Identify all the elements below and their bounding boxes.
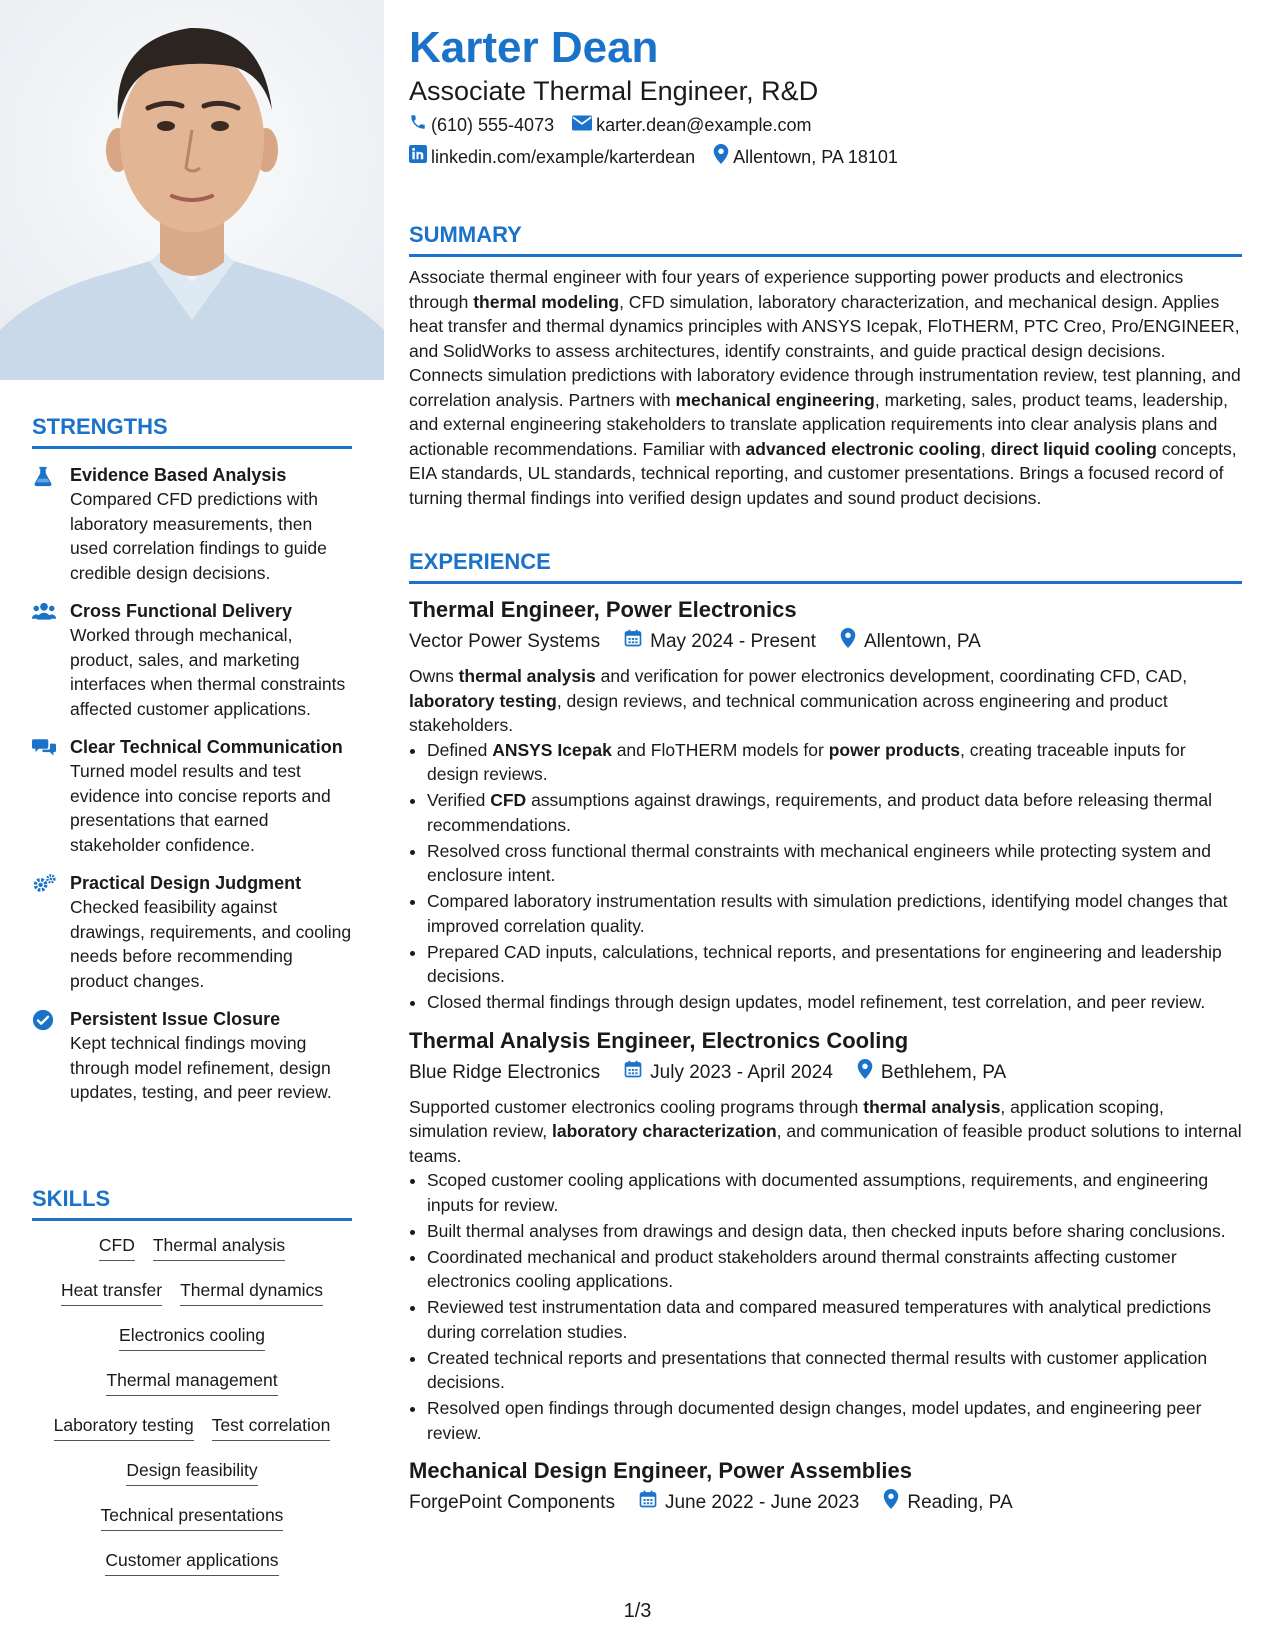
strength-title: Cross Functional Delivery <box>70 601 293 621</box>
map-pin-icon <box>713 144 729 170</box>
skill-tag: Electronics cooling <box>119 1323 265 1351</box>
job-dates: July 2023 - April 2024 <box>650 1061 833 1083</box>
flask-icon <box>32 463 70 585</box>
job-entry <box>409 1027 1242 1446</box>
phone-icon <box>409 113 427 137</box>
company-name: ForgePoint Components <box>409 1492 615 1513</box>
skill-row <box>32 1503 352 1548</box>
calendar-icon <box>624 1060 642 1086</box>
skill-tag: Heat transfer <box>61 1278 162 1306</box>
job-bullets <box>409 738 1242 1015</box>
job-location: Reading, PA <box>907 1492 1013 1513</box>
job-title: Thermal Analysis Engineer, Electronics Cooling <box>409 1027 909 1053</box>
summary-section <box>409 222 1242 510</box>
job-bullets <box>409 1168 1242 1445</box>
skill-tag: Thermal dynamics <box>180 1278 323 1306</box>
job-dates: June 2022 - June 2023 <box>664 1492 860 1513</box>
map-pin-icon <box>857 1059 873 1087</box>
skill-row <box>32 1323 352 1368</box>
calendar-icon <box>624 629 642 655</box>
experience-list <box>409 596 1242 1517</box>
job-summary: Supported customer electronics cooling programs through thermal analysis, application scoping, simulation review, laboratory characterization, and communication of feasible product solutions to internal teams. <box>409 1096 1242 1166</box>
chat-bubbles-icon <box>32 735 70 857</box>
strength-title: Evidence Based Analysis <box>70 465 287 485</box>
bullet-item: • Built thermal analyses from drawings and design data, then checked inputs before sharing conclusions. <box>427 1219 1242 1244</box>
gears-icon <box>32 871 70 993</box>
bullet-item: • Defined ANSYS Icepak and FloTHERM models for power products, creating traceable inputs for design reviews. <box>427 738 1242 787</box>
skill-row <box>32 1413 352 1458</box>
skills-section <box>32 1186 352 1593</box>
skill-tag: Thermal management <box>106 1368 277 1396</box>
summary-text: Associate thermal engineer with four years of experience supporting power products and electronics through thermal modeling, CFD simulation, laboratory characterization, and mechanical design. Applies heat transfer and thermal dynamics principles with ANSYS Icepak, FloTHERM, PTC Creo, Pro/ENGINEER, and SolidWorks to assess architectures, identify constraints, and guide practical design decisions. Connects simulation predictions with laboratory evidence through instrumentation review, test planning, and correlation analysis. Partners with mechanical engineering, marketing, sales, product teams, leadership, and external engineering stakeholders to translate application requirements into clear analysis plans and actionable recommendations. Familiar with advanced electronic cooling, direct liquid cooling concepts, EIA standards, UL standards, technical reporting, and customer presentations. Brings a focused record of turning thermal findings into verified design updates and sound product decisions. <box>409 267 1241 508</box>
strengths-section <box>32 414 352 1105</box>
strength-item <box>32 599 352 721</box>
skill-tag: Design feasibility <box>126 1458 257 1486</box>
contact-row <box>409 144 898 170</box>
candidate-role: Associate Thermal Engineer, R&D <box>409 76 819 106</box>
skill-row <box>32 1368 352 1413</box>
strength-item <box>32 735 352 857</box>
skill-tag: Thermal analysis <box>153 1233 285 1261</box>
strength-description: Turned model results and test evidence into concise reports and presentations that earned stakeholder confidence. <box>70 761 331 855</box>
phone-number[interactable]: (610) 555-4073 <box>431 115 555 135</box>
bullet-item: • Verified CFD assumptions against drawings, requirements, and product data before releasing thermal recommendations. <box>427 788 1242 837</box>
map-pin-icon <box>840 628 856 656</box>
skill-tag: Laboratory testing <box>54 1413 194 1441</box>
map-pin-icon <box>883 1489 899 1517</box>
strength-description: Compared CFD predictions with laboratory measurements, then used correlation findings to guide credible design decisions. <box>70 489 327 583</box>
job-entry <box>409 596 1242 1015</box>
strength-title: Practical Design Judgment <box>70 873 302 893</box>
skill-tag: Test correlation <box>212 1413 331 1441</box>
linkedin-link[interactable]: linkedin.com/example/karterdean <box>431 147 696 167</box>
skill-row <box>32 1278 352 1323</box>
job-location: Allentown, PA <box>863 631 981 652</box>
skill-row <box>32 1458 352 1503</box>
profile-photo <box>0 0 384 380</box>
skill-tag: Customer applications <box>105 1548 278 1576</box>
job-meta <box>409 1489 1242 1517</box>
skills-list <box>32 1233 352 1593</box>
skill-tag: CFD <box>99 1233 135 1261</box>
users-icon <box>32 599 70 721</box>
candidate-name: Karter Dean <box>409 23 659 72</box>
job-dates: May 2024 - Present <box>650 631 816 652</box>
left-column <box>0 0 384 1650</box>
envelope-icon <box>572 113 592 137</box>
job-summary: Owns thermal analysis and verification for power electronics development, coordinating CFD, CAD, laboratory testing, design reviews, and technical communication across engineering and product stakeholders. <box>409 666 1188 735</box>
strength-item <box>32 1007 352 1105</box>
bullet-item: • Created technical reports and presentations that connected thermal results with customer application decisions. <box>427 1346 1242 1395</box>
skill-row <box>32 1233 352 1278</box>
company-name: Blue Ridge Electronics <box>409 1061 601 1083</box>
strength-description: Worked through mechanical, product, sales, and marketing interfaces when thermal constraints affected customer applications. <box>70 625 346 719</box>
strength-title: Persistent Issue Closure <box>70 1009 281 1029</box>
bullet-item: • Resolved open findings through documented design changes, model updates, and engineering peer review. <box>427 1396 1242 1445</box>
page-number: 1/3 <box>623 1600 652 1622</box>
calendar-icon <box>639 1490 657 1516</box>
linkedin-icon <box>409 145 427 169</box>
strength-title: Clear Technical Communication <box>70 737 343 757</box>
company-name: Vector Power Systems <box>409 631 601 652</box>
experience-title: EXPERIENCE <box>409 549 1242 584</box>
location-text: Allentown, PA 18101 <box>733 147 898 167</box>
job-title: Mechanical Design Engineer, Power Assemblies <box>409 1458 912 1483</box>
bullet-item: • Compared laboratory instrumentation results with simulation predictions, identifying model changes that improved correlation quality. <box>427 889 1242 938</box>
strength-item <box>32 463 352 585</box>
bullet-item: • Closed thermal findings through design updates, model refinement, test correlation, and peer review. <box>427 990 1242 1015</box>
summary-title: SUMMARY <box>409 222 1242 257</box>
job-meta <box>409 628 1242 656</box>
contact-row <box>409 113 811 137</box>
skills-title: SKILLS <box>32 1186 352 1221</box>
strength-description: Checked feasibility against drawings, requirements, and cooling needs before recommending product changes. <box>70 897 352 991</box>
bullet-item: • Resolved cross functional thermal constraints with mechanical engineers while protecting system and enclosure intent. <box>427 839 1242 888</box>
job-title: Thermal Engineer, Power Electronics <box>409 597 797 622</box>
experience-section <box>409 549 1242 1517</box>
bullet-item: • Reviewed test instrumentation data and compared measured temperatures with analytical predictions during correlation studies. <box>427 1295 1242 1344</box>
check-circle-icon <box>32 1007 70 1105</box>
bullet-item: • Coordinated mechanical and product stakeholders around thermal constraints affecting customer electronics cooling applications. <box>427 1245 1242 1294</box>
bullet-item: • Prepared CAD inputs, calculations, technical reports, and presentations for engineering and leadership decisions. <box>427 940 1242 989</box>
strength-item <box>32 871 352 993</box>
strengths-title: STRENGTHS <box>32 414 352 449</box>
job-entry <box>409 1457 1242 1517</box>
skill-tag: Technical presentations <box>101 1503 284 1531</box>
bullet-item: • Scoped customer cooling applications with documented assumptions, requirements, and engineering inputs for review. <box>427 1168 1242 1217</box>
strength-description: Kept technical findings moving through model refinement, design updates, testing, and peer review. <box>70 1033 332 1102</box>
email-link[interactable]: karter.dean@example.com <box>596 115 812 135</box>
job-meta <box>409 1059 1242 1087</box>
skill-row <box>32 1548 352 1593</box>
job-location: Bethlehem, PA <box>880 1061 1007 1083</box>
